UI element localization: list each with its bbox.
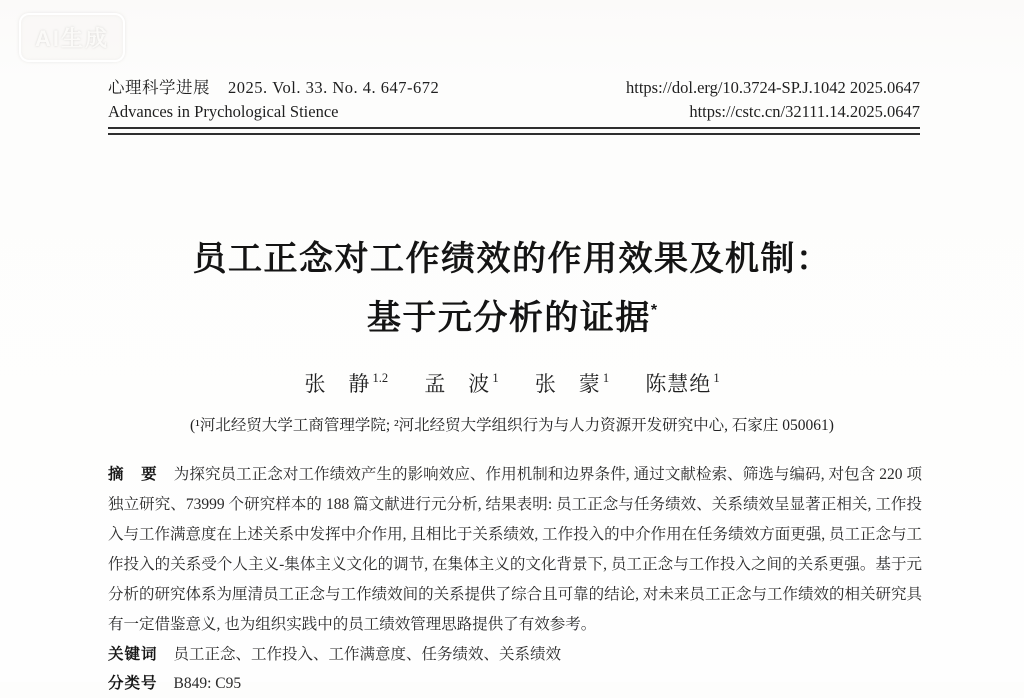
author-1 (304, 372, 388, 396)
author-2 (424, 372, 498, 396)
watermark-label: AI生成 (35, 26, 110, 51)
keywords-line (108, 640, 922, 669)
journal-name-cn: 心理科学进展 (108, 78, 210, 97)
paper-title-line2 (0, 285, 1024, 344)
doi-link-line2: https://cstc.cn/32111.14.2025.0647 (689, 102, 920, 121)
journal-name-line (108, 76, 439, 100)
ai-generated-watermark-badge (19, 13, 125, 62)
author-3-name: 张 蒙 (534, 372, 601, 396)
author-3-affiliation-sup: 1 (602, 371, 610, 385)
keywords-label: 关键词 (108, 646, 158, 663)
paper-title (0, 233, 1024, 344)
journal-header (108, 0, 920, 124)
author-4-affiliation-sup: 1 (713, 371, 720, 385)
paper-title-line2-text: 基于元分析的证据 (366, 299, 651, 337)
author-list (0, 368, 1024, 398)
author-4-name: 陈慧绝 (645, 372, 712, 396)
author-2-affiliation-sup: 1 (492, 371, 499, 385)
title-footnote-asterisk: * (650, 302, 658, 319)
author-3 (535, 372, 609, 396)
author-1-affiliation-sup: 1.2 (372, 371, 389, 385)
affiliation-line: (¹河北经贸大学工商管理学院; ²河北经贸大学组织行为与人力资源开发研究中心, 石家庄 050061) (190, 417, 834, 434)
keywords-text: 员工正念、工作投入、工作满意度、任务绩效、关系绩效 (173, 646, 562, 663)
journal-header-left (108, 76, 439, 124)
abstract-section (108, 460, 922, 640)
header-divider-rule (108, 127, 920, 135)
classification-line (108, 669, 922, 698)
journal-header-right (626, 76, 920, 124)
classification-label: 分类号 (108, 675, 158, 692)
journal-name-en: Advances in Prychological Stience (108, 102, 339, 121)
classification-value: B849: C95 (173, 675, 242, 692)
author-4 (645, 372, 719, 396)
author-2-name: 孟 波 (424, 372, 491, 396)
journal-issue-info: 2025. Vol. 33. No. 4. 647-672 (228, 78, 440, 97)
paper-title-line1: 员工正念对工作绩效的作用效果及机制： (192, 240, 832, 278)
abstract-text: 为探究员工正念对工作绩效产生的影响效应、作用机制和边界条件, 通过文献检索、筛选与编码, 对包含 220 项独立研究、73999 个研究样本的 188 篇文献进行元分析, 结果表明: 员工正念与任务绩效、关系绩效呈显著正相关, 工作投入与工作满意度在上述关系中发挥中介作用, 且相比于关系绩效, 工作投入的中介作用在任务绩效方面更强, 员工正念与工作投入的关系受个人主义-集体主义文化的调节, 在集体主义的文化背景下, 员工正念与工作投入之间的关系更强。基于元分析的研究体系为厘清员工正念与工作绩效间的关系提供了综合且可靠的结论, 对未来员工正念与工作绩效的相关研究具有一定借鉴意义, 也为组织实践中的员工绩效管理思路提供了有效参考。 (108, 466, 922, 633)
doi-link-line1: https://dol.erg/10.3724-SP.J.1042 2025.0647 (626, 78, 920, 97)
author-1-name: 张 静 (304, 372, 371, 396)
abstract-label: 摘 要 (108, 466, 158, 483)
